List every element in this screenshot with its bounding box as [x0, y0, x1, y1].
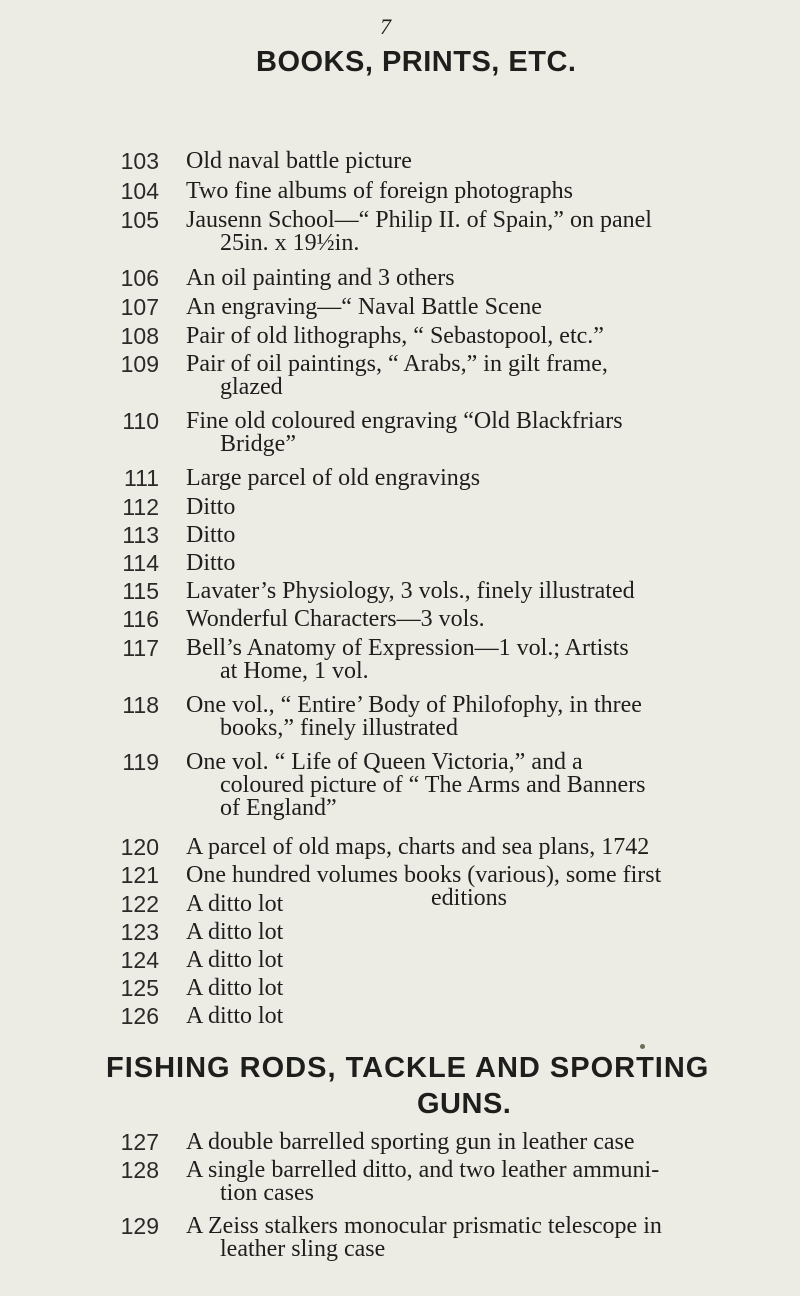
lot-number: 128 — [120, 1157, 159, 1183]
lot-description: Pair of old lithographs, “ Sebastopool, etc.” — [186, 323, 604, 349]
lot-number: 124 — [120, 947, 159, 973]
lot-description: A double barrelled sporting gun in leather case — [186, 1129, 635, 1155]
lot-number: 103 — [120, 148, 159, 174]
lot-description: Ditto — [186, 550, 236, 576]
lot-description: A ditto lot — [186, 1003, 284, 1029]
lot-description: Lavater’s Physiology, 3 vols., finely illustrated — [186, 578, 635, 604]
lot-description: Bell’s Anatomy of Expression—1 vol.; Artists at Home, 1 vol. — [186, 635, 629, 684]
lot-description: Ditto — [186, 494, 236, 520]
lot-number: 120 — [120, 834, 159, 860]
lot-description: Old naval battle picture — [186, 148, 412, 174]
lot-number: 121 — [120, 862, 159, 888]
lot-description: Pair of oil paintings, “ Arabs,” in gilt frame, glazed — [186, 351, 608, 400]
lot-number: 111 — [124, 465, 159, 491]
lot-description: Fine old coloured engraving “Old Blackfriars Bridge” — [186, 408, 623, 457]
lot-number: 110 — [122, 408, 159, 434]
lot-number: 116 — [122, 606, 159, 632]
lot-description: An engraving—“ Naval Battle Scene — [186, 294, 542, 320]
lot-number: 129 — [120, 1213, 159, 1239]
lot-description: A ditto lot — [186, 947, 284, 973]
lot-number: 108 — [120, 323, 159, 349]
lot-description: One vol., “ Entire’ Body of Philofophy, in three books,” finely illustrated — [186, 692, 642, 741]
lot-number: 107 — [120, 294, 159, 320]
lot-description: A parcel of old maps, charts and sea plans, 1742 — [186, 834, 650, 860]
lot-description: Two fine albums of foreign photographs — [186, 178, 573, 204]
page-number: 7 — [380, 14, 391, 39]
lot-description: Jausenn School—“ Philip II. of Spain,” on panel 25in. x 19½in. — [186, 207, 652, 256]
section-title-fishing-line2: GUNS. — [417, 1088, 512, 1120]
lot-number: 112 — [122, 494, 159, 520]
lot-description: A ditto lot — [186, 891, 284, 917]
lot-number: 122 — [120, 891, 159, 917]
lot-number: 117 — [122, 635, 159, 661]
lot-number: 118 — [122, 692, 159, 718]
lot-description: A ditto lot — [186, 975, 284, 1001]
lot-description: Ditto — [186, 522, 236, 548]
lot-description: A ditto lot — [186, 919, 284, 945]
lot-description: One vol. “ Life of Queen Victoria,” and a coloured picture of “ The Arms and Banners of England” — [186, 749, 646, 821]
lot-number: 106 — [120, 265, 159, 291]
lot-number: 113 — [122, 522, 159, 548]
section-title-books: BOOKS, PRINTS, ETC. — [256, 46, 577, 78]
lot-description: An oil painting and 3 others — [186, 265, 455, 291]
lot-description: Large parcel of old engravings — [186, 465, 481, 491]
lot-description: One hundred volumes books (various), some first editions — [186, 862, 662, 911]
lot-number: 119 — [122, 749, 159, 775]
lot-number: 105 — [120, 207, 159, 233]
lot-number: 115 — [122, 578, 159, 604]
lot-number: 114 — [122, 550, 159, 576]
lot-number: 127 — [120, 1129, 159, 1155]
ink-speck — [640, 1044, 645, 1049]
lot-number: 109 — [120, 351, 159, 377]
lot-number: 123 — [120, 919, 159, 945]
lot-number: 104 — [120, 178, 159, 204]
lot-description: A single barrelled ditto, and two leather ammuni- tion cases — [186, 1157, 660, 1206]
lot-number: 125 — [120, 975, 159, 1001]
lot-description: A Zeiss stalkers monocular prismatic telescope in leather sling case — [186, 1213, 662, 1262]
section-title-fishing-line1: FISHING RODS, TACKLE AND SPORTING — [106, 1052, 710, 1084]
lot-number: 126 — [120, 1003, 159, 1029]
lot-description: Wonderful Characters—3 vols. — [186, 606, 485, 632]
